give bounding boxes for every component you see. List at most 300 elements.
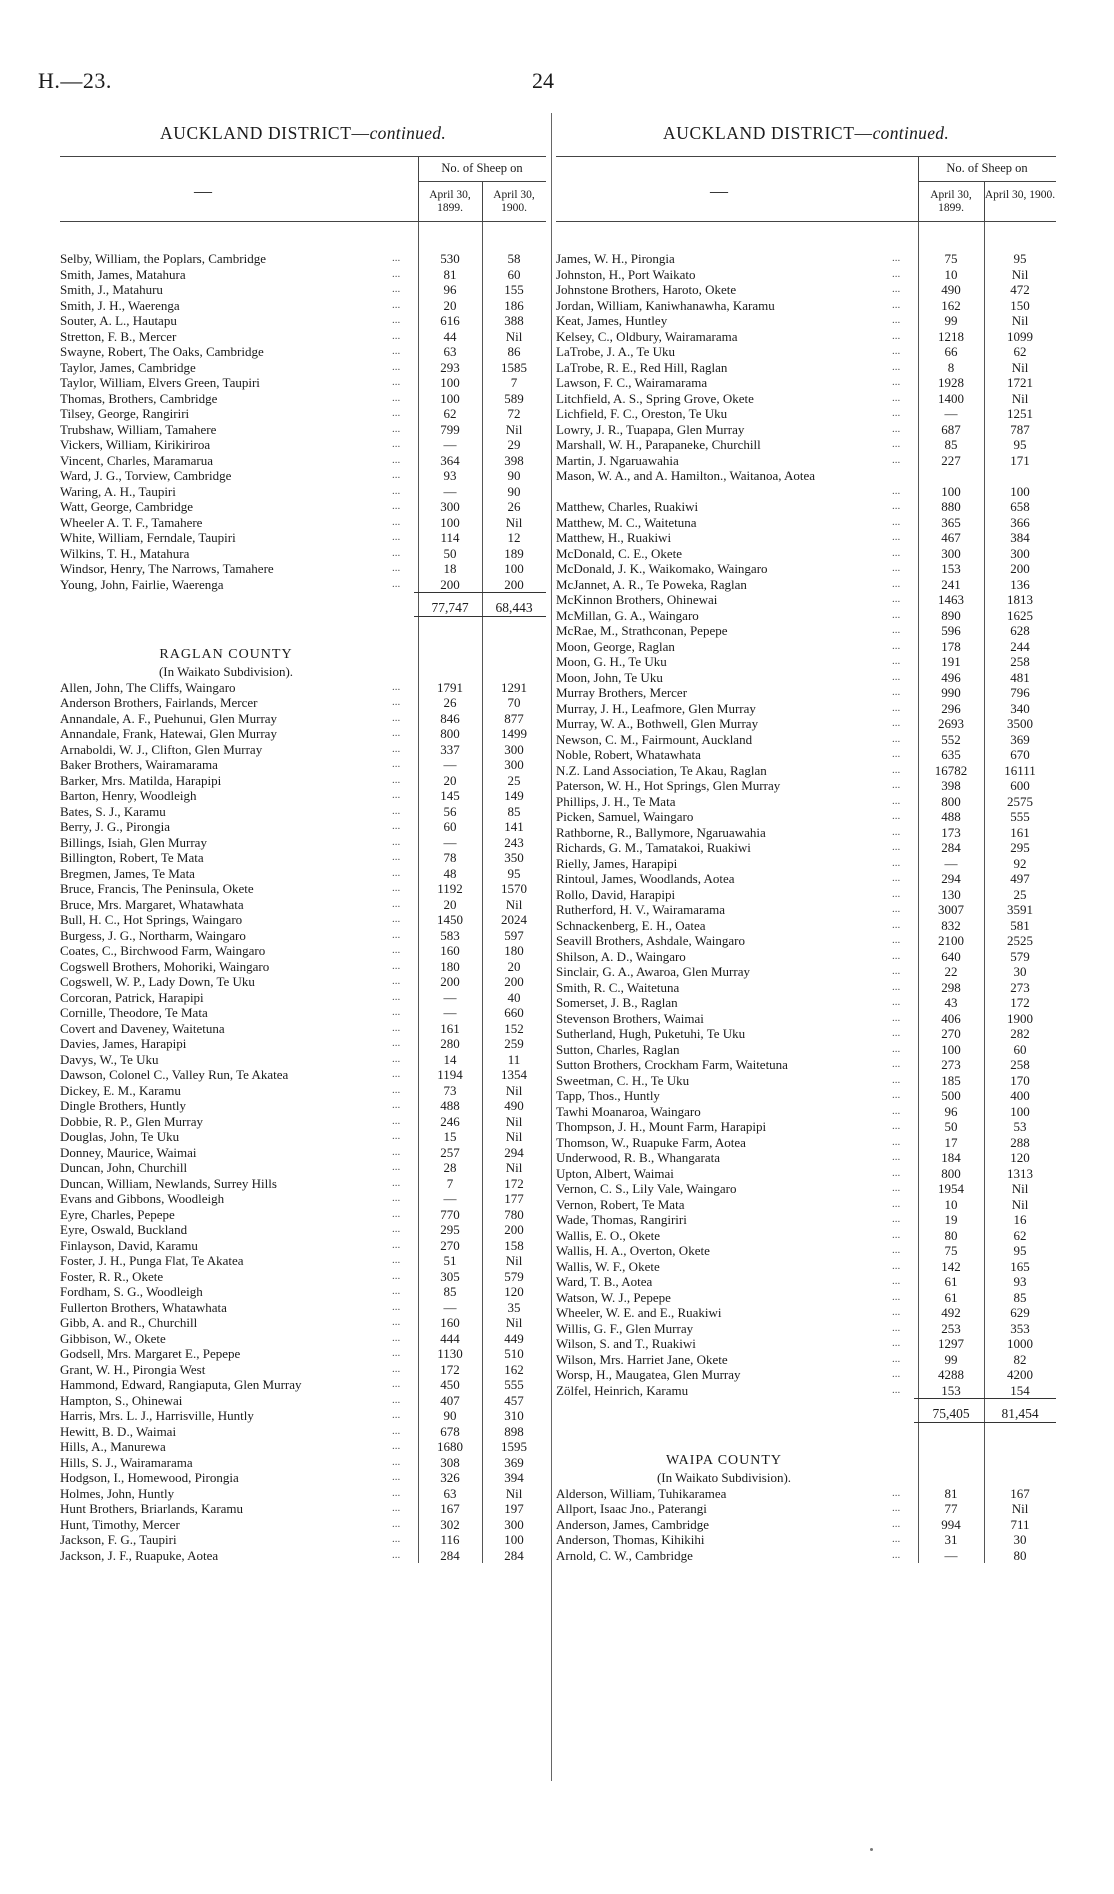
table-row xyxy=(556,577,1056,593)
sheep-1899: 31 xyxy=(944,1532,958,1547)
row-name: Waring, A. H., Taupiri xyxy=(60,483,176,499)
table-row xyxy=(60,1424,546,1440)
total-rule xyxy=(414,616,546,617)
sheep-1900: 2024 xyxy=(501,912,527,927)
table-row xyxy=(60,835,546,851)
table-row xyxy=(556,995,1056,1011)
sheep-1900: Nil xyxy=(505,328,523,344)
sheep-1900: 150 xyxy=(1010,297,1030,313)
leader-dots: ... xyxy=(892,1533,901,1545)
leader-dots: ... xyxy=(392,1486,401,1499)
row-name: Cogswell Brothers, Mohoriki, Waingaro xyxy=(60,958,270,974)
sheep-1899: 832 xyxy=(941,917,961,933)
table-row xyxy=(60,1548,546,1564)
sheep-1899: 337 xyxy=(440,741,460,757)
row-name: Dickey, E. M., Karamu xyxy=(60,1082,181,1098)
leader-dots: ... xyxy=(392,1409,401,1421)
sheep-1899: 100 xyxy=(440,514,460,530)
sheep-1899: 10 xyxy=(944,1196,958,1212)
sheep-1899: 596 xyxy=(941,623,961,638)
row-name: Thomas, Brothers, Cambridge xyxy=(60,390,218,406)
leader-dots: ... xyxy=(392,1052,401,1065)
sheep-1900: 629 xyxy=(1010,1305,1030,1320)
sheep-1900: 72 xyxy=(507,406,521,421)
sheep-1900: 1900 xyxy=(1007,1010,1033,1026)
table-row xyxy=(556,1243,1056,1259)
row-name: Johnston, H., Port Waikato xyxy=(556,266,696,282)
leader-dots: ... xyxy=(392,252,401,264)
leader-dots: ... xyxy=(392,1517,401,1530)
table-row xyxy=(60,251,546,267)
row-name: Murray, W. A., Bothwell, Glen Murray xyxy=(556,716,759,731)
row-name: Seavill Brothers, Ashdale, Waingaro xyxy=(556,933,745,948)
sheep-1899: 293 xyxy=(440,359,460,375)
table-row xyxy=(60,850,546,866)
table-row xyxy=(60,1052,546,1068)
sheep-1900: 472 xyxy=(1010,282,1030,297)
sheep-1899: 167 xyxy=(440,1501,460,1516)
table-row xyxy=(60,680,546,696)
leader-dots: ... xyxy=(392,696,401,708)
leader-dots: ... xyxy=(392,314,401,326)
leader-dots: ... xyxy=(392,329,401,342)
sheep-1900: 1291 xyxy=(501,679,527,695)
row-name: Mason, W. A., and A. Hamilton., Waitanoa, Aotea xyxy=(556,468,816,483)
table-row xyxy=(60,928,546,944)
row-name: Marshall, W. H., Parapaneke, Churchill xyxy=(556,437,761,452)
sheep-count-group-header: No. of Sheep on xyxy=(946,161,1028,175)
sheep-1899: 1450 xyxy=(437,912,463,927)
table-row xyxy=(60,866,546,882)
sheep-1900: 597 xyxy=(504,927,524,943)
row-name: Matthew, M. C., Waitetuna xyxy=(556,514,697,530)
leader-dots: ... xyxy=(392,789,401,801)
sheep-1899: 96 xyxy=(944,1103,958,1119)
leader-dots: ... xyxy=(392,1331,401,1344)
sheep-1899: 44 xyxy=(443,328,457,344)
table-row xyxy=(556,1104,1056,1120)
leader-dots: ... xyxy=(892,1027,901,1039)
sheep-1899: 500 xyxy=(941,1088,961,1103)
county-heading: WAIPA COUNTY xyxy=(665,1452,783,1468)
row-name: Cornille, Theodore, Te Mata xyxy=(60,1005,208,1020)
sheep-1899: 85 xyxy=(443,1284,457,1299)
sheep-1899: 295 xyxy=(440,1222,460,1237)
sheep-1899: 100 xyxy=(440,375,460,390)
sheep-1900: Nil xyxy=(1011,1181,1029,1196)
header-column-rule xyxy=(418,157,419,221)
sheep-1900: 100 xyxy=(504,1532,524,1547)
sheep-1900: 877 xyxy=(504,710,524,726)
leader-dots: ... xyxy=(392,1533,401,1545)
row-name: Tapp, Thos., Huntly xyxy=(556,1088,660,1103)
row-name: Bruce, Mrs. Margaret, Whatawhata xyxy=(60,896,244,912)
leader-dots: ... xyxy=(392,515,401,528)
table-row xyxy=(60,1439,546,1455)
leader-dots: ... xyxy=(392,1300,401,1313)
row-name: Allen, John, The Cliffs, Waingaro xyxy=(60,679,236,695)
leader-dots: ... xyxy=(892,965,901,977)
right-column-table xyxy=(556,156,1056,1563)
row-name: Wallis, H. A., Overton, Okete xyxy=(556,1243,710,1258)
sheep-1900: 35 xyxy=(507,1299,521,1315)
sheep-1900: 95 xyxy=(507,865,521,881)
sheep-1899: 365 xyxy=(941,514,961,530)
sheep-1900: 154 xyxy=(1010,1382,1030,1398)
sheep-1900: 60 xyxy=(507,266,521,282)
row-name: Rutherford, H. V., Wairamarama xyxy=(556,902,725,917)
sheep-1899: 308 xyxy=(440,1454,460,1470)
table-row xyxy=(60,1129,546,1145)
sheep-1900: Nil xyxy=(1011,1196,1029,1212)
sheep-1899: 20 xyxy=(443,297,457,313)
sheep-1900: 555 xyxy=(1010,809,1030,824)
sheep-1899: 296 xyxy=(941,700,961,716)
sheep-1899: 444 xyxy=(440,1330,460,1346)
header-rule xyxy=(918,181,1056,182)
row-name: Anderson, James, Cambridge xyxy=(556,1516,710,1532)
sheep-1899: 162 xyxy=(941,297,961,313)
column-header-1900: April 30, 1900. xyxy=(984,189,1056,201)
sheep-1900: 200 xyxy=(504,1222,524,1237)
row-name: Sutherland, Hugh, Puketuhi, Te Uku xyxy=(556,1026,746,1041)
leader-dots: ... xyxy=(392,913,401,925)
sheep-1899: 130 xyxy=(941,886,961,902)
row-name: Somerset, J. B., Raglan xyxy=(556,995,678,1010)
sheep-1899: 1194 xyxy=(437,1067,463,1082)
sheep-1899: 583 xyxy=(440,927,460,943)
leader-dots: ... xyxy=(392,680,401,693)
page-number: 24 xyxy=(532,68,554,93)
leader-dots: ... xyxy=(892,1197,901,1210)
row-name: McJannet, A. R., Te Poweka, Raglan xyxy=(556,576,747,592)
sheep-1900: 95 xyxy=(1013,437,1027,452)
table-row xyxy=(60,1176,546,1192)
leader-dots: ... xyxy=(892,903,901,915)
row-name: LaTrobe, R. E., Red Hill, Raglan xyxy=(556,359,728,375)
sheep-1900: 62 xyxy=(1013,344,1027,359)
sheep-1900: 100 xyxy=(1010,1103,1030,1119)
leader-dots: ... xyxy=(892,283,901,295)
sheep-1899: 56 xyxy=(443,803,457,819)
sheep-1899: 300 xyxy=(941,545,961,561)
sheep-1899: 1218 xyxy=(938,328,964,344)
sheep-1900: 62 xyxy=(1013,1227,1027,1243)
row-name: Stevenson Brothers, Waimai xyxy=(556,1010,704,1026)
row-name: Martin, J. Ngaruawahia xyxy=(556,452,679,468)
sheep-1900: 3500 xyxy=(1007,716,1033,731)
row-name: Sinclair, G. A., Awaroa, Glen Murray xyxy=(556,964,750,979)
leader-dots: ... xyxy=(392,562,401,574)
leader-dots: ... xyxy=(392,1037,401,1049)
row-name: Souter, A. L., Hautapu xyxy=(60,313,177,328)
sheep-1900: 90 xyxy=(507,483,521,499)
sheep-1900: 449 xyxy=(504,1330,524,1346)
header-column-rule xyxy=(984,181,985,221)
sheep-1900: 58 xyxy=(507,251,521,266)
row-name: Wilson, Mrs. Harriet Jane, Okete xyxy=(556,1351,728,1367)
leader-dots: ... xyxy=(392,835,401,848)
sheep-1900: 497 xyxy=(1010,871,1030,886)
sheep-1900: 158 xyxy=(504,1237,524,1253)
row-name: McKinnon Brothers, Ohinewai xyxy=(556,592,718,607)
table-row xyxy=(60,912,546,928)
table-row xyxy=(556,561,1056,577)
row-name: Jackson, F. G., Taupiri xyxy=(60,1532,177,1547)
row-name: Grant, W. H., Pirongia West xyxy=(60,1361,206,1377)
row-name: Hunt, Timothy, Mercer xyxy=(60,1516,180,1532)
leader-dots: ... xyxy=(392,1130,401,1142)
sheep-1900: 2575 xyxy=(1007,793,1033,809)
leader-dots: ... xyxy=(392,727,401,739)
sheep-1900: 288 xyxy=(1010,1134,1030,1150)
table-row xyxy=(60,1362,546,1378)
table-row xyxy=(556,654,1056,670)
sheep-1899: — xyxy=(944,1547,958,1563)
sheep-1899: 552 xyxy=(941,731,961,747)
table-row xyxy=(556,360,1056,376)
total-separator xyxy=(556,1422,1056,1428)
row-name: Wallis, W. F., Okete xyxy=(556,1258,660,1274)
total-1899: 75,405 xyxy=(932,1406,970,1421)
row-name: Anderson Brothers, Fairlands, Mercer xyxy=(60,695,258,710)
table-row xyxy=(60,742,546,758)
leader-dots: ... xyxy=(392,1440,401,1452)
row-name: Barton, Henry, Woodleigh xyxy=(60,788,197,803)
sheep-1900: 300 xyxy=(1010,545,1030,561)
sheep-1899: 284 xyxy=(440,1547,460,1563)
leader-dots: ... xyxy=(892,314,901,326)
section-gap xyxy=(60,622,546,646)
sheep-1899: 81 xyxy=(944,1485,958,1501)
table-row xyxy=(60,1284,546,1300)
leader-dots: ... xyxy=(892,1290,901,1303)
leader-dots: ... xyxy=(392,1114,401,1127)
sheep-1900: 1499 xyxy=(501,726,527,741)
sheep-1899: 273 xyxy=(941,1057,961,1072)
leader-dots: ... xyxy=(392,298,401,311)
table-row xyxy=(60,959,546,975)
leader-dots: ... xyxy=(892,391,901,404)
sheep-1899: 114 xyxy=(440,530,460,545)
table-row xyxy=(556,1532,1056,1548)
leader-dots: ... xyxy=(392,1424,401,1437)
row-name: McRae, M., Strathconan, Pepepe xyxy=(556,623,728,638)
sheep-1900: 258 xyxy=(1010,654,1030,669)
row-name: Billington, Robert, Te Mata xyxy=(60,850,204,865)
sheep-1899: 2100 xyxy=(938,933,964,948)
leader-dots: ... xyxy=(892,531,901,543)
sheep-1899: 153 xyxy=(941,1382,961,1398)
leader-dots: ... xyxy=(892,1383,901,1396)
row-name: Moon, George, Raglan xyxy=(556,638,675,654)
sheep-1899: 51 xyxy=(443,1253,457,1268)
leader-dots: ... xyxy=(392,283,401,295)
sheep-1900: 186 xyxy=(504,297,524,313)
leader-dots: ... xyxy=(892,1104,901,1117)
sheep-1900: 171 xyxy=(1010,452,1030,468)
sheep-1900: 92 xyxy=(1013,855,1027,871)
leader-dots: ... xyxy=(392,345,401,357)
leader-dots: ... xyxy=(892,267,901,280)
table-row xyxy=(556,887,1056,903)
sheep-1899: — xyxy=(443,437,457,452)
leader-dots: ... xyxy=(392,959,401,972)
row-name: Eyre, Oswald, Buckland xyxy=(60,1222,188,1237)
leader-dots: ... xyxy=(392,882,401,894)
leader-dots: ... xyxy=(892,996,901,1008)
row-name: Bates, S. J., Karamu xyxy=(60,803,166,819)
stub-column-dash: — xyxy=(710,181,728,201)
sheep-1899: 284 xyxy=(941,840,961,855)
sheep-1900: 25 xyxy=(507,772,521,788)
sheep-1900: 93 xyxy=(1013,1274,1027,1289)
sheep-1900: 1595 xyxy=(501,1439,527,1454)
row-name: Vernon, Robert, Te Mata xyxy=(556,1196,685,1212)
leader-dots: ... xyxy=(892,1517,901,1530)
sheep-1900: Nil xyxy=(1011,390,1029,406)
sheep-1899: 99 xyxy=(944,1351,958,1367)
sheep-1900: Nil xyxy=(505,1082,523,1098)
table-row xyxy=(556,1088,1056,1104)
sheep-1900: 200 xyxy=(504,576,524,592)
row-name: Smith, James, Matahura xyxy=(60,266,186,282)
table-row xyxy=(60,819,546,835)
table-row xyxy=(556,453,1056,469)
leader-dots: ... xyxy=(392,469,401,481)
leader-dots: ... xyxy=(892,438,901,450)
row-name: Bull, H. C., Hot Springs, Waingaro xyxy=(60,912,243,927)
row-name: Trubshaw, William, Tamahere xyxy=(60,421,217,437)
table-row xyxy=(60,695,546,711)
sheep-1900: 161 xyxy=(1010,824,1030,840)
sheep-1900: 167 xyxy=(1010,1485,1030,1501)
sheep-1900: 400 xyxy=(1010,1088,1030,1103)
table-row xyxy=(556,1166,1056,1182)
leader-dots: ... xyxy=(892,1259,901,1272)
sheep-1899: 93 xyxy=(443,468,457,483)
sheep-1899: — xyxy=(443,483,457,499)
sheep-1899: 616 xyxy=(440,313,460,328)
district-title-right: AUCKLAND DISTRICT—continued. xyxy=(662,123,949,143)
sheep-1899: 50 xyxy=(443,545,457,561)
sheep-1900: 197 xyxy=(504,1501,524,1516)
table-row xyxy=(60,298,546,314)
sheep-1900: 310 xyxy=(504,1408,524,1423)
sheep-1900: 70 xyxy=(507,695,521,710)
leader-dots: ... xyxy=(392,1099,401,1111)
leader-dots: ... xyxy=(892,1120,901,1132)
leader-dots: ... xyxy=(392,990,401,1003)
leader-dots: ... xyxy=(392,546,401,559)
leader-dots: ... xyxy=(392,711,401,724)
table-row xyxy=(556,1228,1056,1244)
table-row xyxy=(556,918,1056,934)
sheep-1900: 60 xyxy=(1013,1041,1027,1057)
leader-dots: ... xyxy=(892,639,901,652)
table-row xyxy=(60,468,546,484)
sheep-1899: 305 xyxy=(440,1268,460,1284)
row-name: LaTrobe, J. A., Te Uku xyxy=(556,344,675,359)
table-row xyxy=(60,1470,546,1486)
row-name: Wade, Thomas, Rangiriri xyxy=(556,1212,687,1227)
sheep-1900: 300 xyxy=(504,757,524,772)
row-name: Young, John, Fairlie, Waerenga xyxy=(60,576,224,592)
table-row xyxy=(556,1321,1056,1337)
sheep-1899: 280 xyxy=(440,1036,460,1051)
sheep-1899: 1400 xyxy=(938,390,964,406)
sheep-1899: — xyxy=(944,855,958,871)
table-row xyxy=(556,1367,1056,1383)
row-name: Newson, C. M., Fairmount, Auckland xyxy=(556,731,753,747)
table-row xyxy=(556,639,1056,655)
sheep-1899: 26 xyxy=(443,695,457,710)
table-row xyxy=(60,546,546,562)
table-row xyxy=(556,825,1056,841)
county-subheading: (In Waikato Subdivision). xyxy=(656,1469,792,1485)
row-name: Cogswell, W. P., Lady Down, Te Uku xyxy=(60,974,255,989)
sheep-1900: 1251 xyxy=(1007,406,1033,421)
sheep-1900: 394 xyxy=(504,1470,524,1485)
table-row xyxy=(60,1331,546,1347)
sheep-1900: 16111 xyxy=(1004,762,1036,778)
table-row xyxy=(60,773,546,789)
leader-dots: ... xyxy=(892,934,901,946)
row-name: Murray Brothers, Mercer xyxy=(556,685,688,700)
row-name: Jackson, J. F., Ruapuke, Aotea xyxy=(60,1547,219,1563)
row-name: Hills, A., Manurewa xyxy=(60,1439,166,1454)
table-row xyxy=(60,1253,546,1269)
sheep-1899: 302 xyxy=(440,1516,460,1532)
sheep-1899: 2693 xyxy=(938,716,964,731)
sheep-1899: — xyxy=(443,989,457,1005)
leader-dots: ... xyxy=(392,1378,401,1390)
row-name: Wilson, S. and T., Ruakiwi xyxy=(556,1336,696,1351)
sheep-1899: — xyxy=(443,1005,457,1020)
sheep-1899: 142 xyxy=(941,1258,961,1274)
sheep-1899: 28 xyxy=(443,1160,457,1175)
sheep-1900: 898 xyxy=(504,1423,524,1439)
leader-dots: ... xyxy=(892,345,901,357)
leader-dots: ... xyxy=(392,438,401,450)
sheep-1899: 4288 xyxy=(938,1367,964,1382)
leader-dots: ... xyxy=(892,252,901,264)
row-name: Rielly, James, Harapipi xyxy=(556,855,678,871)
leader-dots: ... xyxy=(892,515,901,528)
sheep-1900: 273 xyxy=(1010,979,1030,995)
table-row xyxy=(60,484,546,500)
leader-dots: ... xyxy=(392,1316,401,1328)
row-name: Stretton, F. B., Mercer xyxy=(60,328,177,344)
sheep-1899: 450 xyxy=(440,1377,460,1392)
leader-dots: ... xyxy=(892,1089,901,1101)
row-name: Donney, Maurice, Waimai xyxy=(60,1144,197,1160)
sheep-1899: 184 xyxy=(941,1150,961,1165)
row-name: Willis, G. F., Glen Murray xyxy=(556,1320,694,1336)
leader-dots: ... xyxy=(892,732,901,745)
sheep-1900: 300 xyxy=(504,741,524,757)
sheep-1900: 172 xyxy=(1010,995,1030,1010)
table-row xyxy=(60,974,546,990)
sheep-1899: 18 xyxy=(443,561,457,576)
table-row xyxy=(556,980,1056,996)
row-name: Tilsey, George, Rangiriri xyxy=(60,406,190,421)
table-row xyxy=(60,711,546,727)
sheep-1899: 22 xyxy=(944,964,958,979)
row-name: Smith, J. H., Waerenga xyxy=(60,297,180,313)
sheep-1899: 200 xyxy=(440,974,460,989)
row-name: Barker, Mrs. Matilda, Harapipi xyxy=(60,772,222,788)
